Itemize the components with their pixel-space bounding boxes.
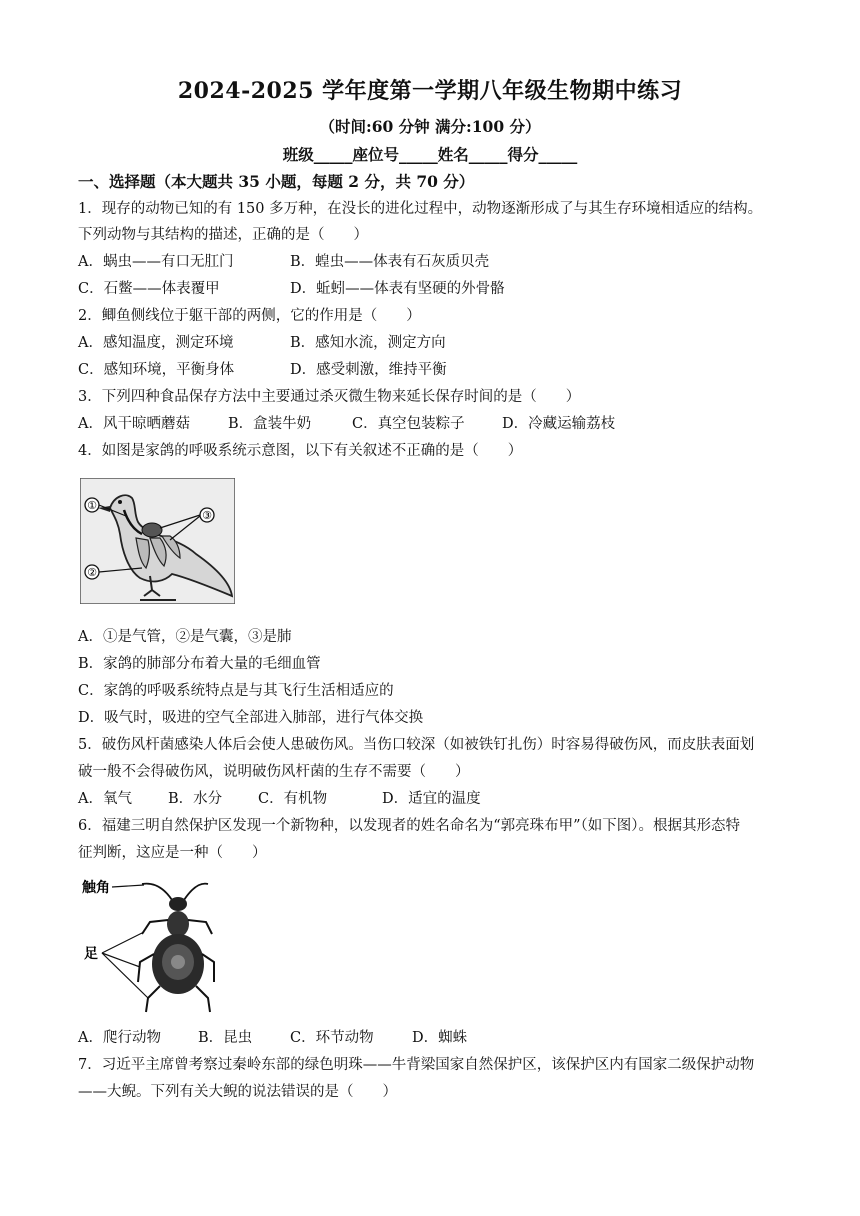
figure-label-leg: 足 [84, 946, 98, 962]
question-4-option-b: B．家鸽的肺部分布着大量的毛细血管 [78, 656, 321, 672]
question-6-line-1: 6．福建三明自然保护区发现一个新物种，以发现者的姓名命名为“郭亮珠布甲”（如下图）。根据其形态特 [78, 818, 741, 834]
question-2-line-1: 2．鲫鱼侧线位于躯干部的两侧，它的作用是（ ） [78, 308, 421, 324]
question-2-option-d: D．感受刺激，维持平衡 [290, 362, 447, 378]
question-3-line-1: 3．下列四种食品保存方法中主要通过杀灭微生物来延长保存时间的是（ ） [78, 389, 581, 405]
question-6-option-c: C．环节动物 [290, 1030, 374, 1046]
figure-label-2: ② [87, 566, 97, 579]
question-4-option-d: D．吸气时，吸进的空气全部进入肺部，进行气体交换 [78, 710, 424, 726]
question-1-option-d: D．蚯蚓——体表有坚硬的外骨骼 [290, 281, 505, 297]
question-5-option-a: A．氧气 [78, 791, 132, 807]
question-6-option-a: A．爬行动物 [78, 1030, 161, 1046]
question-3-option-b: B．盒装牛奶 [228, 416, 312, 432]
question-4-option-a: A．①是气管，②是气囊，③是肺 [78, 629, 292, 645]
question-4-option-c: C．家鸽的呼吸系统特点是与其飞行生活相适应的 [78, 683, 394, 699]
exam-subtitle: （时间:60 分钟 满分:100 分） [319, 117, 541, 136]
beetle-diagram [80, 872, 215, 1014]
question-5-option-b: B．水分 [168, 791, 223, 807]
question-4-line-1: 4．如图是家鸽的呼吸系统示意图，以下有关叙述不正确的是（ ） [78, 443, 523, 459]
question-1-line-2: 下列动物与其结构的描述，正确的是（ ） [78, 227, 368, 243]
question-5-option-d: D．适宜的温度 [382, 791, 481, 807]
question-6-option-b: B．昆虫 [198, 1030, 253, 1046]
student-info-line: 班级_____座位号_____姓名_____得分_____ [282, 145, 578, 164]
lung-shape [142, 523, 162, 537]
pigeon-eye [118, 500, 122, 504]
question-5-line-1: 5．破伤风杆菌感染人体后会使人患破伤风。当伤口较深（如被铁钉扎伤）时容易得破伤风，而皮肤表面划 [78, 737, 755, 753]
question-1-line-1: 1．现存的动物已知的有 150 多万种，在没长的进化过程中，动物逐渐形成了与其生存环境相适应的结构。 [78, 201, 763, 217]
question-1-option-a: A．蜗虫——有口无肛门 [78, 254, 234, 270]
beetle-abdomen-spot [171, 955, 185, 969]
question-1-option-b: B．蝗虫——体表有石灰质贝壳 [290, 254, 490, 270]
question-7-line-2: ——大鲵。下列有关大鲵的说法错误的是（ ） [78, 1084, 397, 1100]
figure-label-1: ① [87, 499, 97, 512]
beetle-head [169, 897, 187, 911]
question-5-line-2: 破一般不会得破伤风，说明破伤风杆菌的生存不需要（ ） [78, 764, 470, 780]
question-3-option-c: C．真空包装粽子 [352, 416, 465, 432]
figure-label-3: ③ [202, 509, 212, 522]
beetle-thorax [167, 911, 189, 937]
question-2-option-a: A．感知温度，测定环境 [78, 335, 234, 351]
question-6-line-2: 征判断，这应是一种（ ） [78, 845, 267, 861]
question-3-option-a: A．风干晾晒蘑菇 [78, 416, 190, 432]
question-1-option-c: C．石鳖——体表覆甲 [78, 281, 220, 297]
question-7-line-1: 7．习近平主席曾考察过秦岭东部的绿色明珠——牛背梁国家自然保护区，该保护区内有国家二级保护动物 [78, 1057, 755, 1073]
question-3-option-d: D．冷藏运输荔枝 [502, 416, 616, 432]
exam-title: 2024-2025 学年度第一学期八年级生物期中练习 [177, 78, 683, 104]
question-5-option-c: C．有机物 [258, 791, 328, 807]
pigeon-respiratory-diagram [80, 478, 235, 604]
question-2-option-b: B．感知水流，测定方向 [290, 335, 446, 351]
question-2-option-c: C．感知环境，平衡身体 [78, 362, 235, 378]
question-6-option-d: D．蜘蛛 [412, 1030, 468, 1046]
section-title: 一、选择题（本大题共 35 小题，每题 2 分，共 70 分） [78, 172, 475, 191]
figure-label-antenna: 触角 [82, 880, 110, 896]
